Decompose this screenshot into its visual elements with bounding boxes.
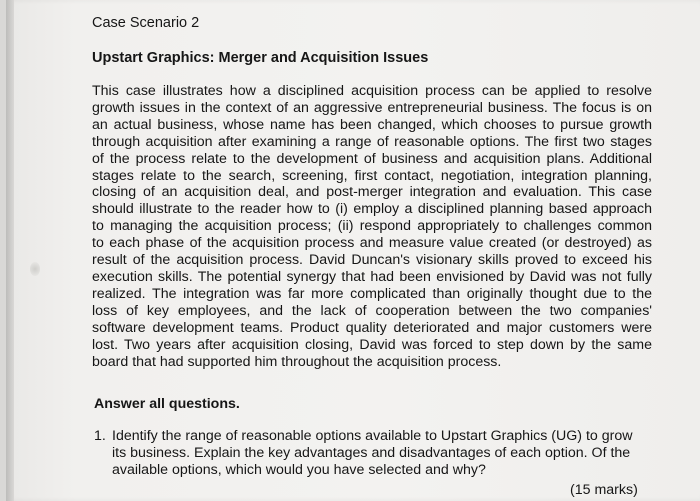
paragraph-line: This case illustrates how a disciplined acquisition process can be applied to resolve <box>92 83 652 99</box>
paragraph-line: stages relate to the search, screening, first contact, negotiation, integration planning, <box>92 167 652 184</box>
document-page <box>6 0 700 501</box>
question-number: 1. <box>94 428 106 444</box>
paragraph-line: to each phase of the acquisition process and measure value created (or destroyed) as <box>92 235 652 252</box>
page-binding-edge <box>6 0 14 501</box>
case-title: Case Scenario 2 <box>92 15 200 31</box>
paragraph-line: lost. Two years after acquisition closing, David was forced to step down by the same <box>92 336 652 353</box>
paragraph-line: loss of key employees, and the lack of cooperation between the two companies' <box>92 302 652 319</box>
paragraph-line: of the process relate to the development of business and acquisition plans. Additional <box>92 150 652 167</box>
paragraph-line: result of the acquisition process. David Duncan's visionary skills proved to exceed his <box>92 252 652 269</box>
paragraph-line: to managing the acquisition process; (ii) respond appropriately to challenges common <box>92 218 652 235</box>
case-subtitle: Upstart Graphics: Merger and Acquisition Issues <box>92 50 429 66</box>
question-marks: (15 marks) <box>570 482 638 498</box>
question-text <box>112 428 652 479</box>
case-paragraph <box>92 83 652 370</box>
question-item <box>94 428 652 479</box>
paragraph-line: growth issues in the context of an aggressive entrepreneurial business. The focus is on <box>92 99 652 116</box>
question-line: available options, which would you have selected and why? <box>112 462 486 478</box>
paragraph-line: through acquisition after examining a range of reasonable options. The first two stages <box>92 133 652 150</box>
paragraph-line: board that had supported him throughout the acquisition process. <box>92 353 502 370</box>
question-line: Identify the range of reasonable options available to Upstart Graphics (UG) to grow <box>112 428 633 444</box>
instruction-heading: Answer all questions. <box>94 396 240 412</box>
paragraph-line: realized. The integration was far more complicated than originally thought due to the <box>92 285 652 302</box>
question-line: its business. Explain the key advantages and disadvantages of each option. Of the <box>112 445 631 461</box>
paragraph-line: execution skills. The potential synergy that had been envisioned by David was not fully <box>92 268 652 285</box>
paragraph-line: should illustrate to the reader how to (i) employ a disciplined planning based approach <box>92 201 652 218</box>
paragraph-line: closing of an acquisition deal, and post-merger integration and evaluation. This case <box>92 184 652 201</box>
paragraph-line: an actual business, whose name has been changed, which chooses to pursue growth <box>92 116 652 133</box>
paper-smudge <box>30 262 40 276</box>
paragraph-line: software development teams. Product quality deteriorated and major customers were <box>92 319 652 336</box>
